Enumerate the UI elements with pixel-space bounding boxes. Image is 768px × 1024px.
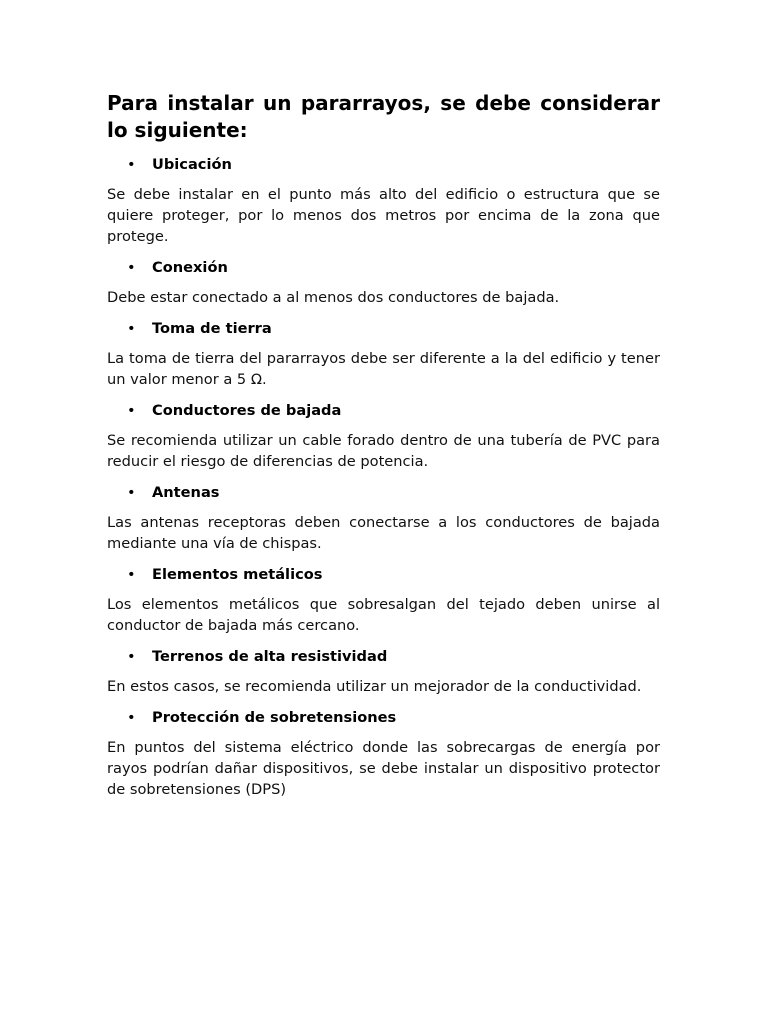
section-heading-text: Antenas <box>152 484 220 501</box>
section-conductores-de-bajada <box>107 400 660 472</box>
section-ubicacion <box>107 154 660 247</box>
section-heading <box>107 646 660 667</box>
section-conexion <box>107 257 660 308</box>
document-page <box>107 90 660 810</box>
section-heading <box>107 257 660 278</box>
section-body: Se debe instalar en el punto más alto del edificio o estructura que se quiere proteger, por lo menos dos metros por encima de la zona que protege. <box>107 186 660 245</box>
section-body: Se recomienda utilizar un cable forado dentro de una tubería de PVC para reducir el riesgo de diferencias de potencia. <box>107 432 660 470</box>
section-heading-text: Conexión <box>152 259 228 276</box>
section-heading-text: Ubicación <box>152 156 232 173</box>
section-heading <box>107 154 660 175</box>
document-title: Para instalar un pararrayos, se debe considerar lo siguiente: <box>107 91 660 142</box>
section-toma-de-tierra <box>107 318 660 390</box>
section-body: Las antenas receptoras deben conectarse a los conductores de bajada mediante una vía de chispas. <box>107 514 660 552</box>
section-antenas <box>107 482 660 554</box>
section-elementos-metalicos <box>107 564 660 636</box>
section-terrenos-alta-resistividad <box>107 646 660 697</box>
bullet-icon: • <box>127 259 136 276</box>
bullet-icon: • <box>127 648 136 665</box>
section-proteccion-sobretensiones <box>107 707 660 800</box>
section-heading-text: Terrenos de alta resistividad <box>152 648 388 665</box>
section-heading-text: Elementos metálicos <box>152 566 323 583</box>
section-body: La toma de tierra del pararrayos debe ser diferente a la del edificio y tener un valor menor a 5 Ω. <box>107 350 660 388</box>
section-heading <box>107 400 660 421</box>
bullet-icon: • <box>127 320 136 337</box>
section-heading <box>107 707 660 728</box>
section-heading-text: Conductores de bajada <box>152 402 342 419</box>
bullet-icon: • <box>127 566 136 583</box>
section-heading-text: Toma de tierra <box>152 320 272 337</box>
bullet-icon: • <box>127 156 136 173</box>
bullet-icon: • <box>127 402 136 419</box>
section-heading <box>107 564 660 585</box>
section-body: Los elementos metálicos que sobresalgan del tejado deben unirse al conductor de bajada más cercano. <box>107 596 660 634</box>
section-body: Debe estar conectado a al menos dos conductores de bajada. <box>107 289 560 306</box>
section-heading <box>107 318 660 339</box>
bullet-icon: • <box>127 709 136 726</box>
section-heading-text: Protección de sobretensiones <box>152 709 397 726</box>
section-body: En estos casos, se recomienda utilizar un mejorador de la conductividad. <box>107 678 642 695</box>
section-body: En puntos del sistema eléctrico donde las sobrecargas de energía por rayos podrían dañar dispositivos, se debe instalar un dispositivo protector de sobretensiones (DPS) <box>107 739 660 798</box>
bullet-icon: • <box>127 484 136 501</box>
section-heading <box>107 482 660 503</box>
